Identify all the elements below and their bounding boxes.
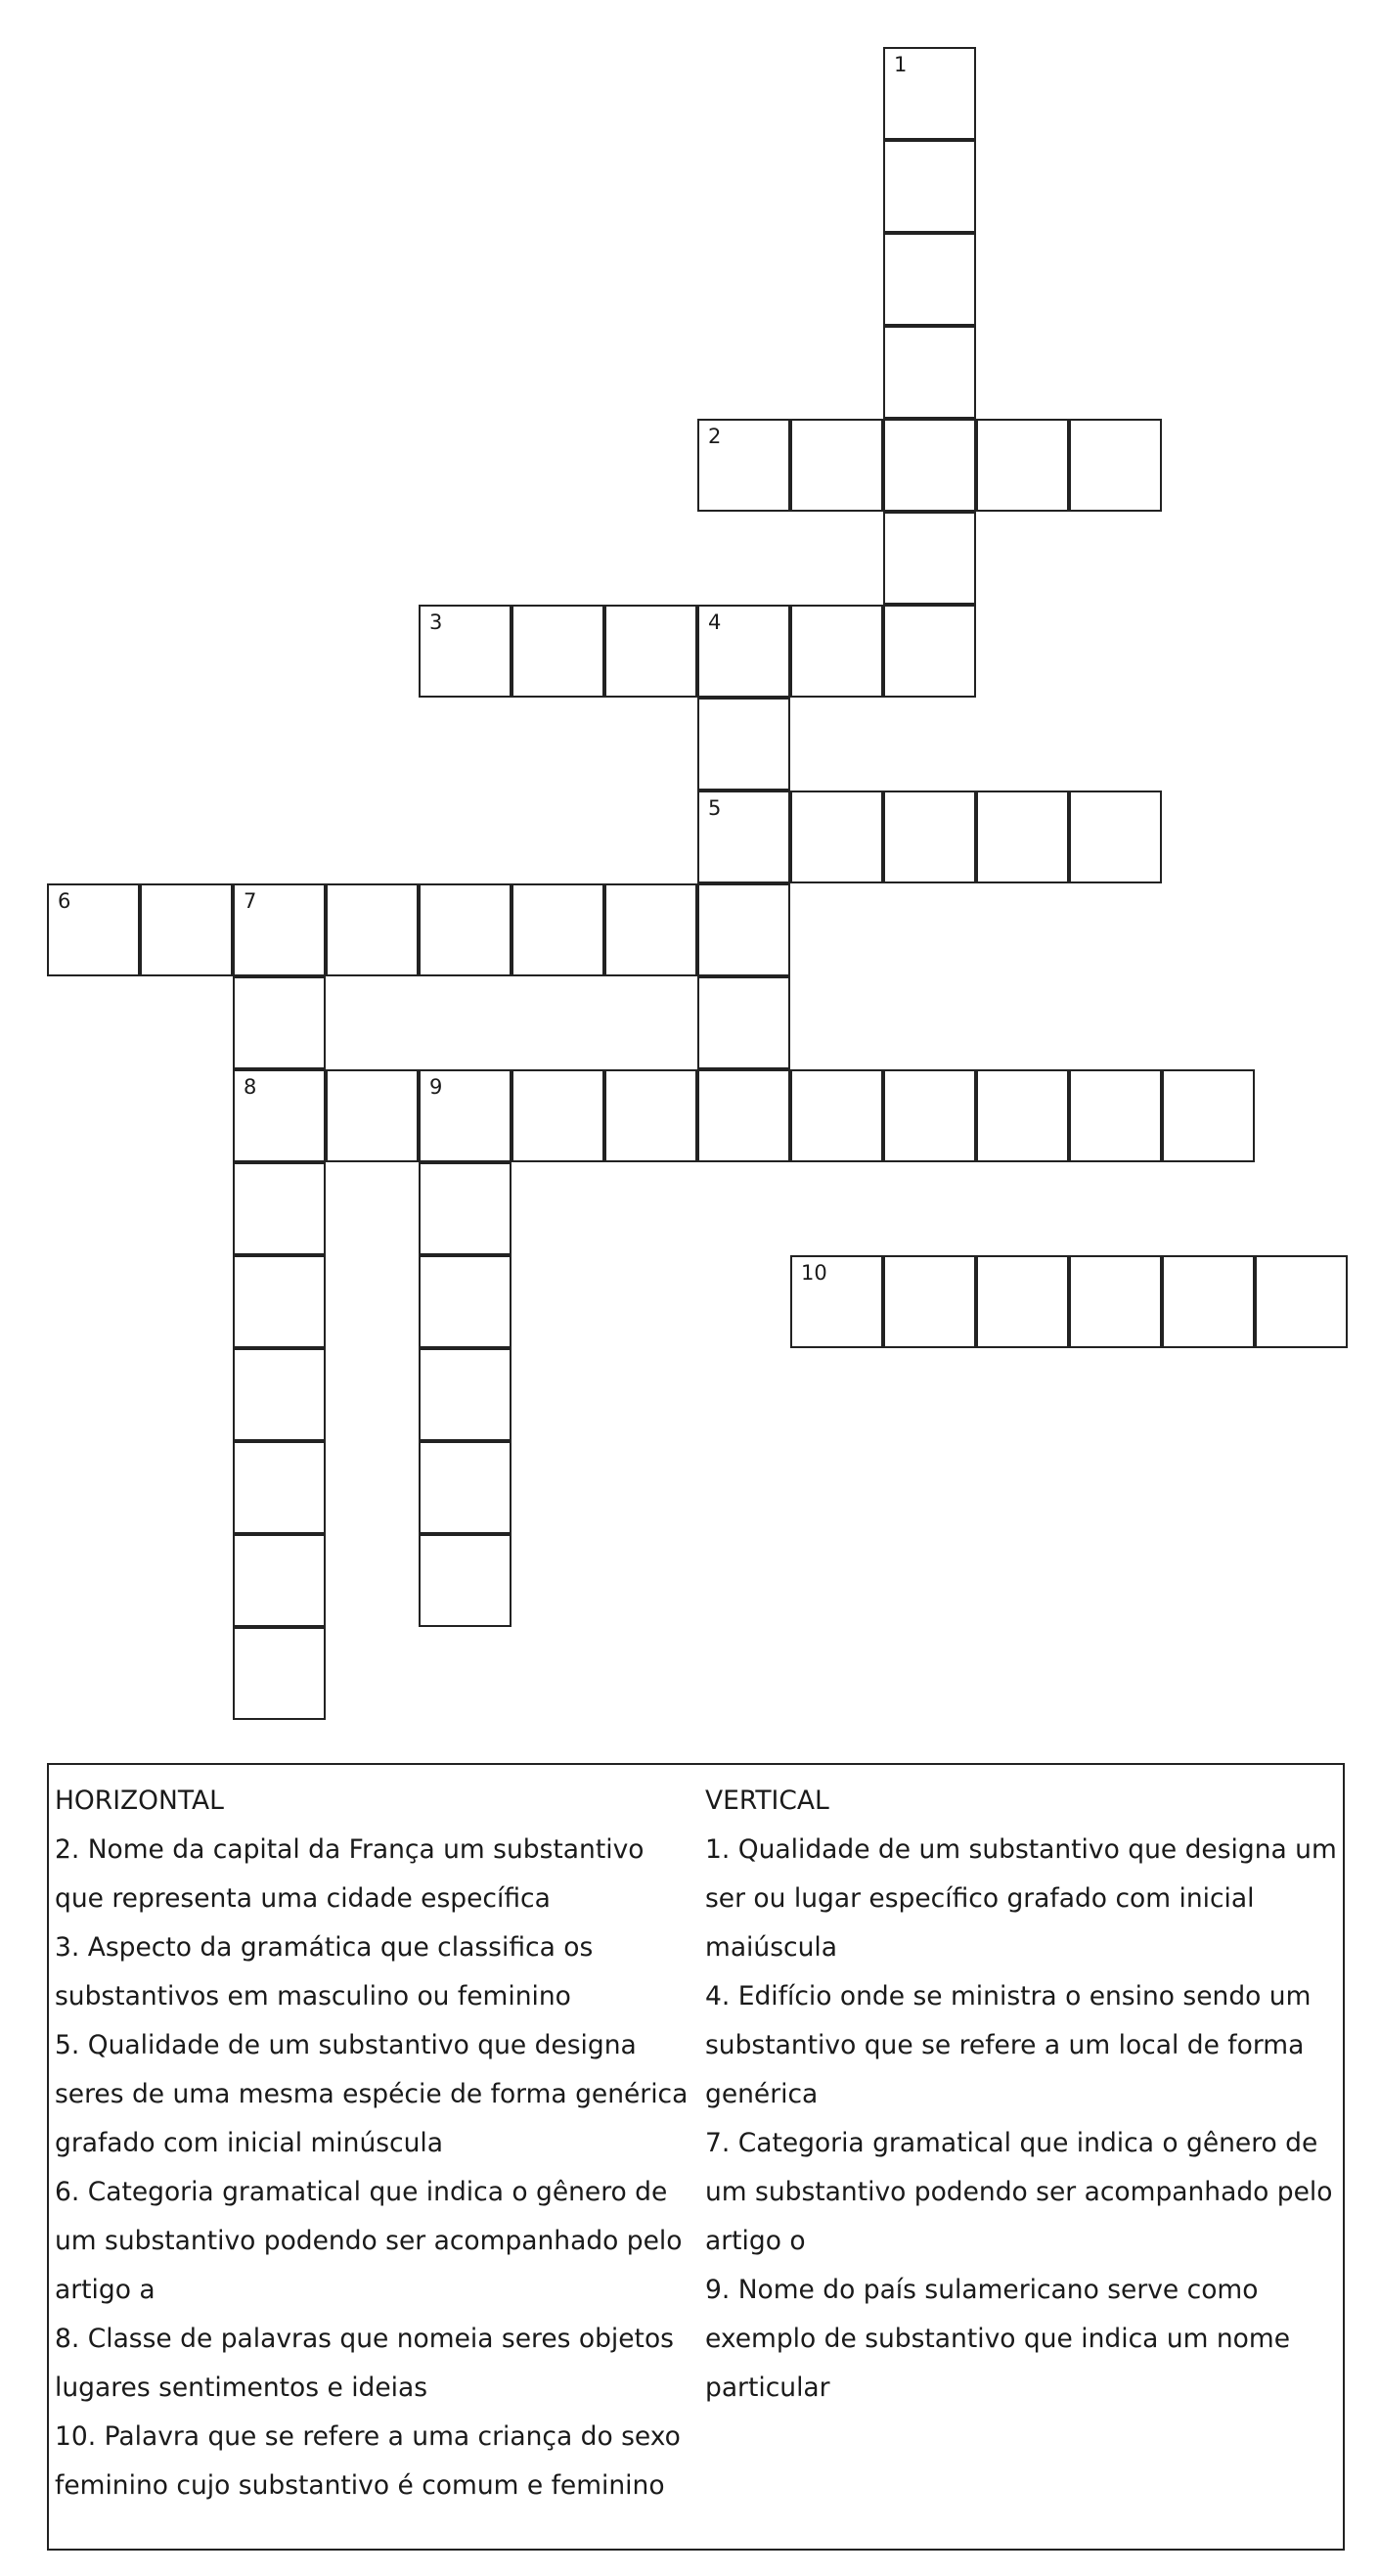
clue-horizontal-10: 10. Palavra que se refere a uma criança do sexo feminino cujo substantivo é comum e feminino <box>55 2421 681 2501</box>
grid-cell[interactable] <box>883 1255 976 1348</box>
grid-cell[interactable] <box>233 1627 326 1720</box>
grid-cell[interactable] <box>233 1069 326 1162</box>
grid-cell[interactable] <box>512 605 604 698</box>
grid-cell[interactable] <box>790 419 883 512</box>
clue-vertical-9: 9. Nome do país sulamericano serve como exemplo de substantivo que indica um nome particular <box>705 2275 1290 2403</box>
grid-cell[interactable] <box>233 1348 326 1441</box>
horizontal-heading: HORIZONTAL <box>55 1785 224 1816</box>
clue-number: 6 <box>58 889 71 913</box>
clue-horizontal-3: 3. Aspecto da gramática que classifica os substantivos em masculino ou feminino <box>55 1932 594 2011</box>
grid-cell[interactable] <box>419 1348 512 1441</box>
grid-cell[interactable] <box>697 1069 790 1162</box>
vertical-heading: VERTICAL <box>705 1785 829 1816</box>
grid-cell[interactable] <box>604 1069 697 1162</box>
clue-number: 1 <box>894 53 908 76</box>
grid-cell[interactable] <box>419 1441 512 1534</box>
clue-number: 10 <box>801 1261 827 1285</box>
grid-cell[interactable] <box>883 791 976 883</box>
grid-cell[interactable] <box>976 419 1069 512</box>
clue-number: 2 <box>708 425 722 448</box>
grid-cell[interactable] <box>326 1069 419 1162</box>
grid-cell[interactable] <box>697 883 790 976</box>
grid-cell[interactable] <box>697 605 790 698</box>
grid-cell[interactable] <box>790 791 883 883</box>
grid-cell[interactable] <box>1162 1069 1255 1162</box>
grid-cell[interactable] <box>697 698 790 791</box>
clue-vertical-7: 7. Categoria gramatical que indica o gênero de um substantivo podendo ser acompanhado pelo artigo o <box>705 2128 1333 2256</box>
grid-cell[interactable] <box>419 1534 512 1627</box>
grid-cell[interactable] <box>1069 791 1162 883</box>
grid-cell[interactable] <box>419 1162 512 1255</box>
grid-cell[interactable] <box>233 1441 326 1534</box>
grid-cell[interactable] <box>790 605 883 698</box>
grid-cell[interactable] <box>233 1162 326 1255</box>
grid-cell[interactable] <box>233 883 326 976</box>
grid-cell[interactable] <box>976 1069 1069 1162</box>
grid-cell[interactable] <box>419 1255 512 1348</box>
clue-number: 9 <box>429 1075 443 1099</box>
grid-cell[interactable] <box>697 791 790 883</box>
grid-cell[interactable] <box>1069 1069 1162 1162</box>
grid-cell[interactable] <box>697 976 790 1069</box>
grid-cell[interactable] <box>233 1534 326 1627</box>
clue-number: 4 <box>708 610 722 634</box>
grid-cell[interactable] <box>604 605 697 698</box>
clue-horizontal-2: 2. Nome da capital da França um substantivo que representa uma cidade específica <box>55 1834 645 1914</box>
grid-cell[interactable] <box>1255 1255 1348 1348</box>
clues-box <box>47 1763 1345 2551</box>
grid-cell[interactable] <box>976 791 1069 883</box>
clue-horizontal-6: 6. Categoria gramatical que indica o gênero de um substantivo podendo ser acompanhado pelo artigo a <box>55 2177 683 2305</box>
grid-cell[interactable] <box>883 512 976 605</box>
grid-cell[interactable] <box>883 140 976 233</box>
grid-cell[interactable] <box>883 326 976 419</box>
grid-cell[interactable] <box>1162 1255 1255 1348</box>
grid-cell[interactable] <box>883 1069 976 1162</box>
grid-cell[interactable] <box>1069 419 1162 512</box>
grid-cell[interactable] <box>883 47 976 140</box>
clue-number: 7 <box>244 889 257 913</box>
grid-cell[interactable] <box>419 883 512 976</box>
clue-horizontal-5: 5. Qualidade de um substantivo que designa seres de uma mesma espécie de forma genérica grafado com inicial minúscula <box>55 2030 689 2158</box>
grid-cell[interactable] <box>512 883 604 976</box>
clue-number: 5 <box>708 796 722 820</box>
grid-cell[interactable] <box>1069 1255 1162 1348</box>
clue-horizontal-8: 8. Classe de palavras que nomeia seres objetos lugares sentimentos e ideias <box>55 2324 674 2403</box>
grid-cell[interactable] <box>419 605 512 698</box>
grid-cell[interactable] <box>604 883 697 976</box>
grid-cell[interactable] <box>140 883 233 976</box>
grid-cell[interactable] <box>512 1069 604 1162</box>
horizontal-clues <box>55 1777 695 2510</box>
grid-cell[interactable] <box>47 883 140 976</box>
grid-cell[interactable] <box>883 419 976 512</box>
grid-cell[interactable] <box>233 1255 326 1348</box>
grid-cell[interactable] <box>883 233 976 326</box>
grid-cell[interactable] <box>697 419 790 512</box>
clue-vertical-4: 4. Edifício onde se ministra o ensino sendo um substantivo que se refere a um local de forma genérica <box>705 1981 1312 2109</box>
grid-cell[interactable] <box>419 1069 512 1162</box>
clue-number: 8 <box>244 1075 257 1099</box>
vertical-clues <box>705 1777 1341 2413</box>
grid-cell[interactable] <box>790 1069 883 1162</box>
grid-cell[interactable] <box>883 605 976 698</box>
grid-cell[interactable] <box>326 883 419 976</box>
grid-cell[interactable] <box>233 976 326 1069</box>
grid-cell[interactable] <box>790 1255 883 1348</box>
grid-cell[interactable] <box>976 1255 1069 1348</box>
clue-number: 3 <box>429 610 443 634</box>
clue-vertical-1: 1. Qualidade de um substantivo que designa um ser ou lugar específico grafado com inicial maiúscula <box>705 1834 1337 1963</box>
